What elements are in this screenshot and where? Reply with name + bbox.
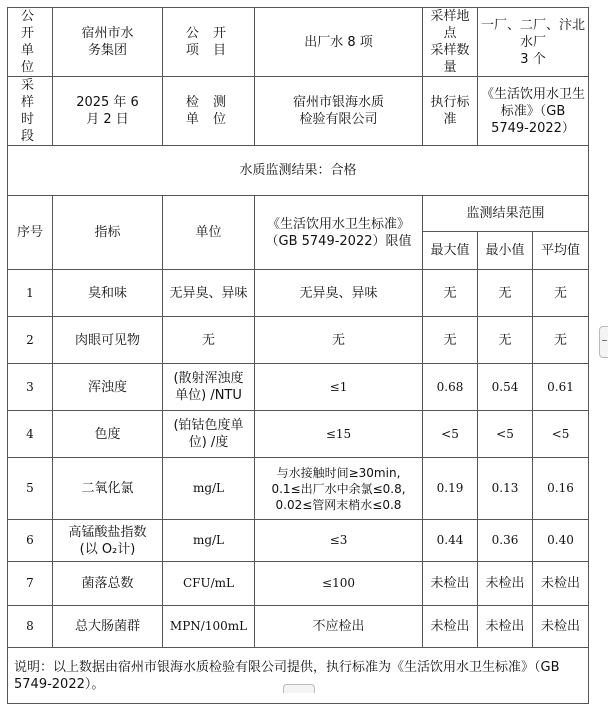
row-unit: 无 bbox=[163, 317, 255, 364]
row-min: 无 bbox=[478, 270, 533, 317]
row-min: 0.54 bbox=[478, 364, 533, 411]
standard-label: 执行标准 bbox=[423, 77, 478, 146]
row-min: 未检出 bbox=[478, 606, 533, 648]
table-row bbox=[8, 270, 589, 317]
row-limit: 不应检出 bbox=[255, 606, 423, 648]
info-row-1 bbox=[8, 8, 589, 77]
row-indicator: 菌落总数 bbox=[53, 562, 163, 606]
row-max: 0.68 bbox=[423, 364, 478, 411]
row-min: 0.36 bbox=[478, 520, 533, 562]
row-seq: 5 bbox=[8, 458, 53, 520]
row-unit: (铂钴色度单 位) /度 bbox=[163, 411, 255, 458]
row-unit: mg/L bbox=[163, 520, 255, 562]
row-max: 无 bbox=[423, 317, 478, 364]
row-avg: 0.61 bbox=[533, 364, 589, 411]
item-value: 出厂水 8 项 bbox=[255, 8, 423, 77]
row-min: 未检出 bbox=[478, 562, 533, 606]
row-max: 未检出 bbox=[423, 562, 478, 606]
row-min: <5 bbox=[478, 411, 533, 458]
table-row bbox=[8, 411, 589, 458]
publisher-value: 宿州市水 务集团 bbox=[53, 8, 163, 77]
row-indicator: 总大肠菌群 bbox=[53, 606, 163, 648]
row-seq: 4 bbox=[8, 411, 53, 458]
row-indicator: 肉眼可见物 bbox=[53, 317, 163, 364]
row-limit: 无异臭、异味 bbox=[255, 270, 423, 317]
row-avg: 0.40 bbox=[533, 520, 589, 562]
testing-unit-label: 检 测 单 位 bbox=[163, 77, 255, 146]
row-max: 0.44 bbox=[423, 520, 478, 562]
header-max: 最大值 bbox=[423, 232, 478, 270]
header-limit: 《生活饮用水卫生标准》（GB 5749-2022）限值 bbox=[255, 196, 423, 270]
row-limit: ≤15 bbox=[255, 411, 423, 458]
result-banner: 水质监测结果：合格 bbox=[8, 146, 589, 196]
table-row bbox=[8, 606, 589, 648]
row-avg: 未检出 bbox=[533, 606, 589, 648]
row-indicator: 臭和味 bbox=[53, 270, 163, 317]
minus-icon bbox=[602, 340, 607, 341]
row-limit: ≤1 bbox=[255, 364, 423, 411]
header-avg: 平均值 bbox=[533, 232, 589, 270]
row-avg: 0.16 bbox=[533, 458, 589, 520]
row-seq: 6 bbox=[8, 520, 53, 562]
row-indicator: 浑浊度 bbox=[53, 364, 163, 411]
header-indicator: 指标 bbox=[53, 196, 163, 270]
header-min: 最小值 bbox=[478, 232, 533, 270]
row-seq: 7 bbox=[8, 562, 53, 606]
row-seq: 8 bbox=[8, 606, 53, 648]
sampling-period-value: 2025 年 6 月 2 日 bbox=[53, 77, 163, 146]
row-min: 0.13 bbox=[478, 458, 533, 520]
row-avg: 无 bbox=[533, 270, 589, 317]
row-unit: CFU/mL bbox=[163, 562, 255, 606]
row-indicator: 二氧化氯 bbox=[53, 458, 163, 520]
result-banner-row bbox=[8, 146, 589, 196]
row-seq: 3 bbox=[8, 364, 53, 411]
row-max: 未检出 bbox=[423, 606, 478, 648]
header-seq: 序号 bbox=[8, 196, 53, 270]
sampling-location-label: 采样地点 采样数量 bbox=[423, 8, 478, 77]
table-row bbox=[8, 364, 589, 411]
row-max: 无 bbox=[423, 270, 478, 317]
standard-value: 《生活饮用水卫生标准》（GB 5749-2022） bbox=[478, 77, 589, 146]
row-unit: 无异臭、异味 bbox=[163, 270, 255, 317]
row-avg: <5 bbox=[533, 411, 589, 458]
row-limit: 无 bbox=[255, 317, 423, 364]
header-unit: 单位 bbox=[163, 196, 255, 270]
footnote-row bbox=[8, 648, 589, 704]
testing-unit-value: 宿州市银海水质 检验有限公司 bbox=[255, 77, 423, 146]
item-label: 公 开 项 目 bbox=[163, 8, 255, 77]
side-scroll-handle[interactable] bbox=[599, 326, 608, 358]
sampling-period-label: 采 样 时 段 bbox=[8, 77, 53, 146]
publisher-label: 公 开 单 位 bbox=[8, 8, 53, 77]
table-row bbox=[8, 317, 589, 364]
row-limit: 与水接触时间≥30min, 0.1≤出厂水中余氯≤0.8, 0.02≤管网末梢水≤0.8 bbox=[255, 458, 423, 520]
row-unit: (散射浑浊度 单位) /NTU bbox=[163, 364, 255, 411]
footnote: 说明：以上数据由宿州市银海水质检验有限公司提供，执行标准为《生活饮用水卫生标准》（GB 5749-2022）。 bbox=[8, 648, 589, 704]
row-limit: ≤100 bbox=[255, 562, 423, 606]
table-row bbox=[8, 458, 589, 520]
row-seq: 1 bbox=[8, 270, 53, 317]
header-row-1 bbox=[8, 196, 589, 232]
row-indicator: 色度 bbox=[53, 411, 163, 458]
info-row-2 bbox=[8, 77, 589, 146]
water-quality-table bbox=[7, 7, 589, 704]
row-unit: mg/L bbox=[163, 458, 255, 520]
table-row bbox=[8, 562, 589, 606]
row-min: 无 bbox=[478, 317, 533, 364]
header-range: 监测结果范围 bbox=[423, 196, 589, 232]
row-indicator: 高锰酸盐指数 (以 O₂计) bbox=[53, 520, 163, 562]
row-avg: 未检出 bbox=[533, 562, 589, 606]
row-avg: 无 bbox=[533, 317, 589, 364]
row-max: <5 bbox=[423, 411, 478, 458]
row-seq: 2 bbox=[8, 317, 53, 364]
row-unit: MPN/100mL bbox=[163, 606, 255, 648]
row-max: 0.19 bbox=[423, 458, 478, 520]
sampling-location-value: 一厂、二厂、汴北水厂 3 个 bbox=[478, 8, 589, 77]
table-row bbox=[8, 520, 589, 562]
row-limit: ≤3 bbox=[255, 520, 423, 562]
